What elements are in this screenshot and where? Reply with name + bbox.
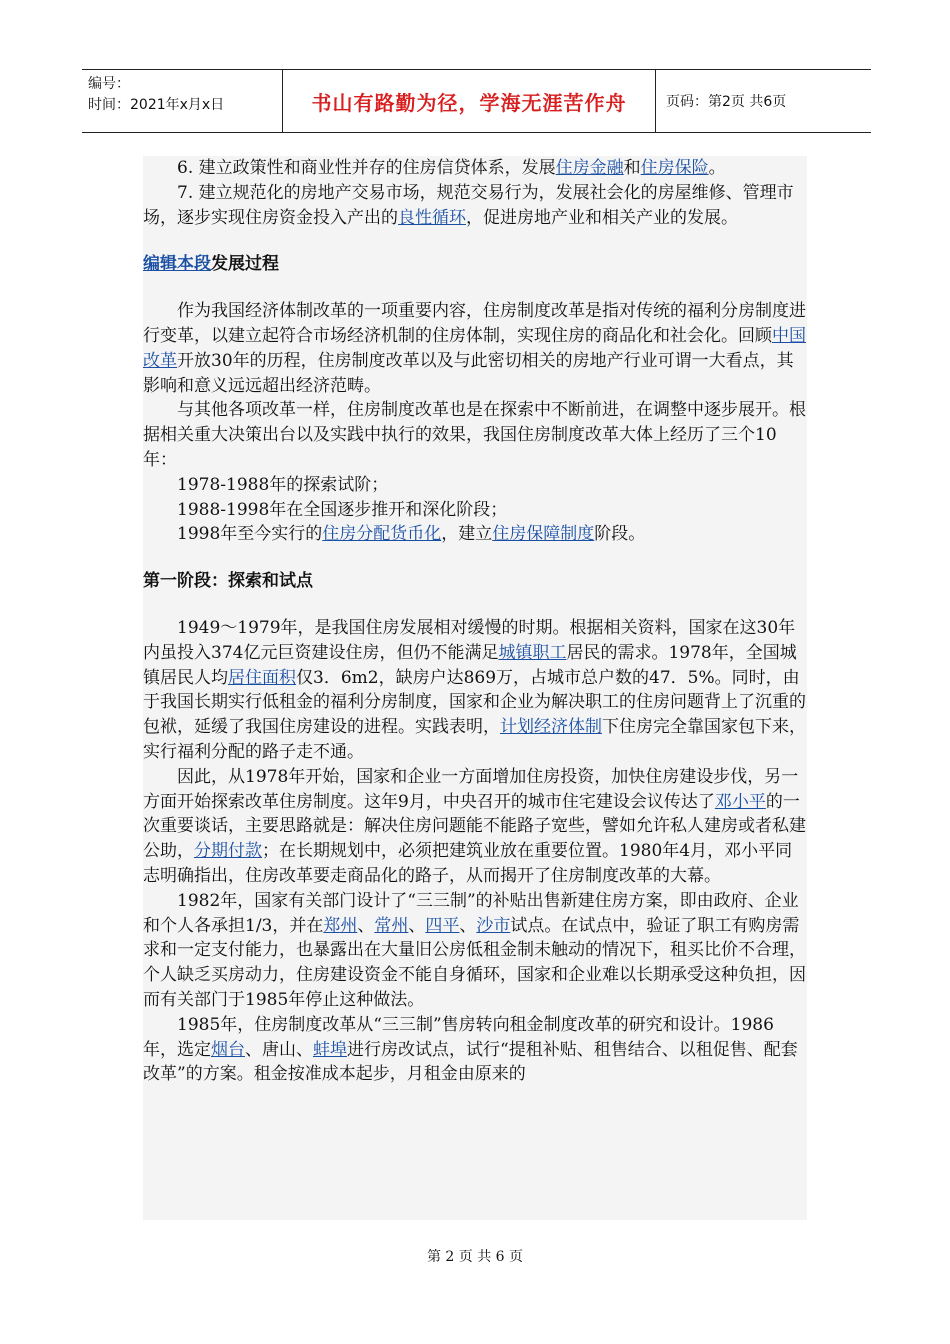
header-page-info: 页码：第2页 共6页	[666, 94, 787, 110]
header-meta	[82, 70, 283, 132]
link-shashi[interactable]: 沙市	[476, 915, 511, 936]
link-housing-finance[interactable]: 住房金融	[555, 158, 624, 178]
paragraph-item-6: 6. 建立政策性和商业性并存的住房信贷体系，发展住房金融和住房保险。	[177, 158, 726, 178]
edit-section-link[interactable]: 编辑本段	[143, 254, 211, 275]
link-urban-workers[interactable]: 城镇职工	[498, 642, 567, 663]
link-changzhou[interactable]: 常州	[374, 915, 409, 936]
section-heading-development: 编辑本段发展过程	[143, 254, 279, 275]
paragraph-1982: 1982年，国家有关部门设计了“三三制”的补贴出售新建住房方案，即由政府、企业和个人各承担1/3，并在郑州、常州、四平、沙市试点。在试点中，验证了职工有购房需求和一定支付能力，也暴露出在大量旧公房低租金制未触动的情况下，租买比价不合理，个人缺乏买房动力，住房建设资金不能自身循环，国家和企业难以长期承受这种负担，因而有关部门于1985年停止这种做法。	[143, 890, 806, 1010]
link-china-reform[interactable]: 中国改革	[143, 325, 806, 371]
section-heading-stage-1: 第一阶段：探索和试点	[143, 571, 313, 592]
document-body	[143, 156, 807, 1220]
header-motto: 书山有路勤为径，学海无涯苦作舟	[283, 70, 656, 132]
page-header	[82, 69, 871, 133]
paragraph-reform-stages: 与其他各项改革一样，住房制度改革也是在探索中不断前进，在调整中逐步展开。根据相关重大决策出台以及实践中执行的效果，我国住房制度改革大体上经历了三个10年：	[143, 400, 806, 470]
stage-list-item-2: 1988-1998年在全国逐步推开和深化阶段；	[177, 499, 508, 520]
doc-number-label: 编号：	[88, 76, 130, 92]
paragraph-1985: 1985年，住房制度改革从“三三制”售房转向租金制度改革的研究和设计。1986年，选定烟台、唐山、蚌埠进行房改试点，试行“提租补贴、租售结合、以租促售、配套改革”的方案。租金按准成本起步，月租金由原来的	[143, 1014, 798, 1085]
page-footer: 第 2 页 共 6 页	[426, 1249, 524, 1265]
doc-date-label: 时间：2021年x月x日	[88, 97, 225, 113]
link-deng-xiaoping[interactable]: 邓小平	[714, 791, 766, 812]
link-planned-economy[interactable]: 计划经济体制	[500, 717, 602, 738]
paragraph-1949: 1949～1979年，是我国住房发展相对缓慢的时期。根据相关资料，国家在这30年内虽投入374亿元巨资建设住房，但仍不能满足城镇职工居民的需求。1978年，全国城镇居民人均居住面积仅3．6m2，缺房户达869万，占城市总户数的47．5%。同时，由于我国长期实行低租金的福利分房制度，国家和企业为解决职工的住房问题背上了沉重的包袱，延缓了我国住房建设的进程。实践表明，计划经济体制下住房完全靠国家包下来，实行福利分配的路子走不通。	[143, 617, 806, 762]
link-installment-payment[interactable]: 分期付款	[194, 841, 262, 862]
link-virtuous-cycle[interactable]: 良性循环	[398, 207, 466, 228]
paragraph-item-7: 7. 建立规范化的房地产交易市场，规范交易行为，发展社会化的房屋维修、管理市场，逐步实现住房资金投入产出的良性循环，促进房地产业和相关产业的发展。	[143, 182, 794, 228]
paragraph-intro: 作为我国经济体制改革的一项重要内容，住房制度改革是指对传统的福利分房制度进行变革，以建立起符合市场经济机制的住房体制，实现住房的商品化和社会化。回顾中国改革开放30年的历程，住房制度改革以及与此密切相关的房地产行业可谓一大看点，其影响和意义远远超出经济范畴。	[143, 301, 806, 396]
link-housing-security-system[interactable]: 住房保障制度	[492, 524, 595, 545]
link-zhengzhou[interactable]: 郑州	[323, 915, 358, 936]
link-housing-insurance[interactable]: 住房保险	[640, 158, 709, 178]
link-living-area[interactable]: 居住面积	[228, 667, 296, 688]
paragraph-1978: 因此，从1978年开始，国家和企业一方面增加住房投资，加快住房建设步伐，另一方面开始探索改革住房制度。这年9月，中央召开的城市住宅建设会议传达了邓小平的一次重要谈话，主要思路就是：解决住房问题能不能路子宽些，譬如允许私人建房或者私建公助，分期付款；在长期规划中，必须把建筑业放在重要位置。1980年4月，邓小平同志明确指出，住房改革要走商品化的路子，从而揭开了住房制度改革的大幕。	[143, 766, 806, 886]
link-housing-monetization[interactable]: 住房分配货币化	[322, 524, 442, 545]
link-siping[interactable]: 四平	[425, 915, 460, 936]
stage-list-item-3: 1998年至今实行的住房分配货币化，建立住房保障制度阶段。	[177, 524, 646, 545]
link-bengbu[interactable]: 蚌埠	[313, 1039, 347, 1060]
stage-list-item-1: 1978-1988年的探索试阶；	[177, 474, 389, 495]
link-yantai[interactable]: 烟台	[211, 1039, 245, 1060]
